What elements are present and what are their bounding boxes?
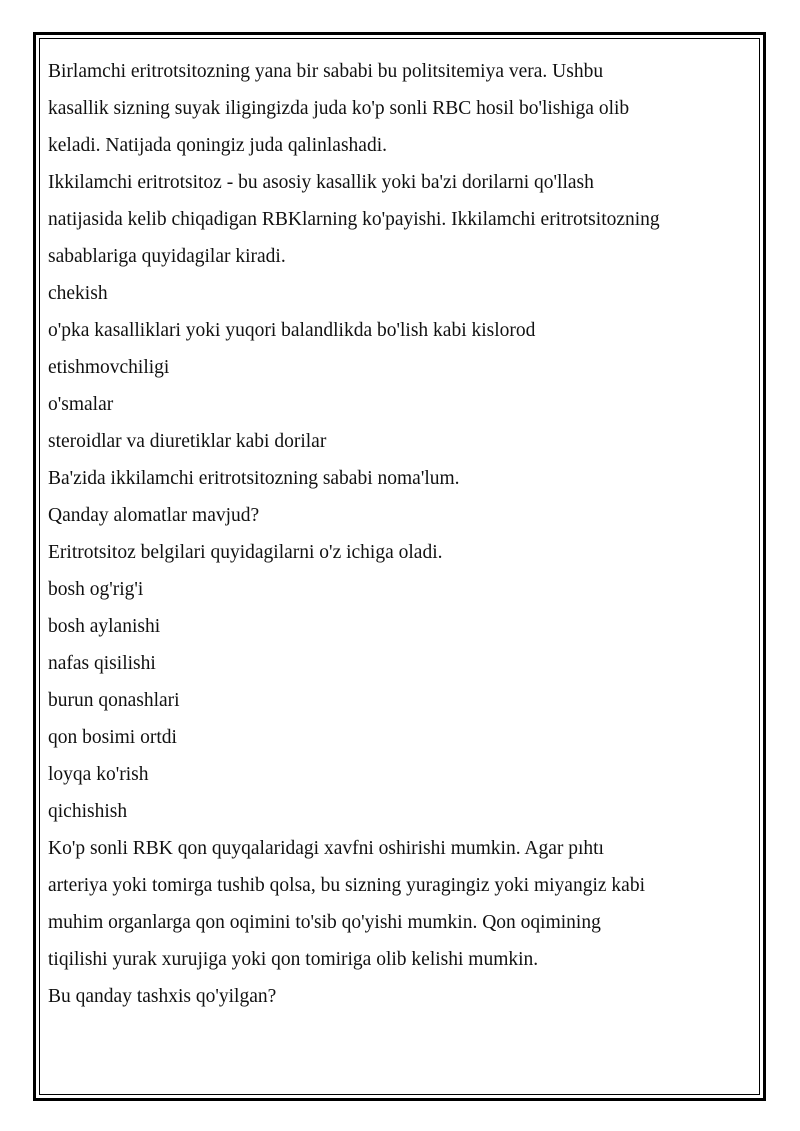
list-item: burun qonashlari: [48, 690, 180, 711]
list-item: steroidlar va diuretiklar kabi dorilar: [48, 431, 327, 452]
section-heading: Qanday alomatlar mavjud?: [48, 505, 260, 526]
list-item: etishmovchiligi: [48, 357, 170, 378]
list-item: chekish: [48, 283, 108, 304]
text-line: sabablariga quyidagilar kiradi.: [48, 246, 286, 267]
text-line: Birlamchi eritrotsitozning yana bir sababi bu politsitemiya vera. Ushbu: [48, 61, 604, 82]
text-line: keladi. Natijada qoningiz juda qalinlashadi.: [48, 135, 387, 156]
text-line: arteriya yoki tomirga tushib qolsa, bu sizning yuragingiz yoki miyangiz kabi: [48, 875, 645, 896]
list-item: qon bosimi ortdi: [48, 727, 177, 748]
list-item: qichishish: [48, 801, 128, 822]
list-item: bosh aylanishi: [48, 616, 161, 637]
text-line: muhim organlarga qon oqimini to'sib qo'yishi mumkin. Qon oqimining: [48, 912, 601, 933]
list-item: o'pka kasalliklari yoki yuqori balandlikda bo'lish kabi kislorod: [48, 320, 536, 341]
section-heading: Bu qanday tashxis qo'yilgan?: [48, 986, 277, 1007]
text-line: tiqilishi yurak xurujiga yoki qon tomiriga olib kelishi mumkin.: [48, 949, 539, 970]
text-line: Ba'zida ikkilamchi eritrotsitozning sababi noma'lum.: [48, 468, 460, 489]
list-item: bosh og'rig'i: [48, 579, 144, 600]
text-line: Eritrotsitoz belgilari quyidagilarni o'z ichiga oladi.: [48, 542, 443, 563]
list-item: o'smalar: [48, 394, 114, 415]
text-line: Ko'p sonli RBK qon quyqalaridagi xavfni oshirishi mumkin. Agar pıhtı: [48, 838, 604, 859]
text-line: natijasida kelib chiqadigan RBKlarning ko'payishi. Ikkilamchi eritrotsitozning: [48, 209, 660, 230]
text-line: Ikkilamchi eritrotsitoz - bu asosiy kasallik yoki ba'zi dorilarni qo'llash: [48, 172, 594, 193]
document-text: [48, 53, 748, 1015]
text-line: kasallik sizning suyak iligingizda juda ko'p sonli RBC hosil bo'lishiga olib: [48, 98, 630, 119]
list-item: nafas qisilishi: [48, 653, 156, 674]
list-item: loyqa ko'rish: [48, 764, 149, 785]
